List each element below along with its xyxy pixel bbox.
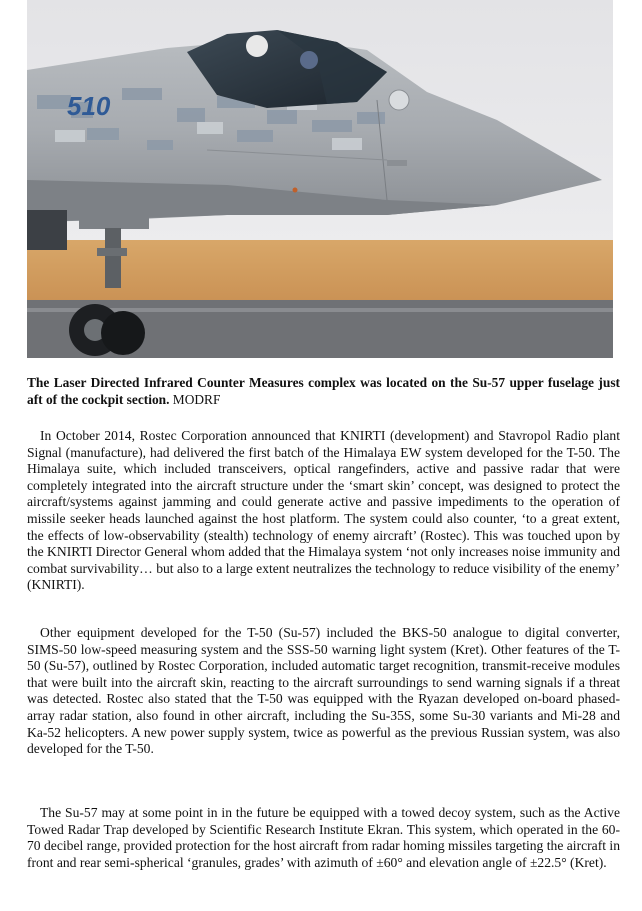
paragraph-1: In October 2014, Rostec Corporation announced that KNIRTI (development) and Stavropol Radio plant Signal (manufacture), had delivered the first batch of the Himalaya EW system developed for the T-50. The Himalaya suite, which included transceivers, optical rangefinders, active and passive radar that were completely integrated into the aircraft structure under the ‘smart skin’ concept, was designed to protect the aircraft/systems against jamming and could generate active and passive impediments to the operation of missile seeker heads launched against the host platform. The system could also counter, ‘to a great extent, the effects of low-observability (stealth) technology of enemy aircraft’ (Rostec). This was touched upon by the KNIRTI Director General whom added that the Himalaya system ‘not only increases noise immunity and combat survivability… but also to a large extent neutralizes the technology to reduce visibility of the enemy’ (KNIRTI). (27, 428, 620, 593)
tail-number: 510 (67, 91, 111, 121)
caption-text: The Laser Directed Infrared Counter Measures complex was located on the Su-57 upper fuselage just aft of the cockpit section. (27, 375, 620, 407)
paragraph-2: Other equipment developed for the T-50 (Su-57) included the BKS-50 analogue to digital converter, SIMS-50 low-speed measuring system and the SSS-50 warning light system (Kret). Other features of the T-50 (Su-57), outlined by Rostec Corporation, included automatic target recognition, transmit-receive modules that were built into the aircraft skin, reacting to the aircraft surroundings to send warning signals if a threat was detected. Rostec also stated that the T-50 was equipped with the Ryazan developed on-board phased-array radar station, also found in other aircraft, including the Su-35S, some Su-30 variants and Mi-28 and Ka-52 helicopters. A new power supply system, twice as powerful as the previous Russian system, was also developed for the T-50. (27, 625, 620, 757)
aircraft-photo (27, 0, 613, 358)
su57-nose-illustration (27, 0, 613, 358)
paragraph-3: The Su-57 may at some point in in the future be equipped with a towed decoy system, such as the Active Towed Radar Trap developed by Scientific Research Institute Ekran. This system, which operated in the 60-70 decibel range, provided protection for the host aircraft from radar homing missiles targeting the aircraft in front and rear semi-spherical ‘granules, grades’ with azimuth of ±60° and elevation angle of ±22.5° (Kret). (27, 805, 620, 870)
figure-caption (27, 374, 620, 408)
caption-credit: MODRF (172, 392, 221, 407)
